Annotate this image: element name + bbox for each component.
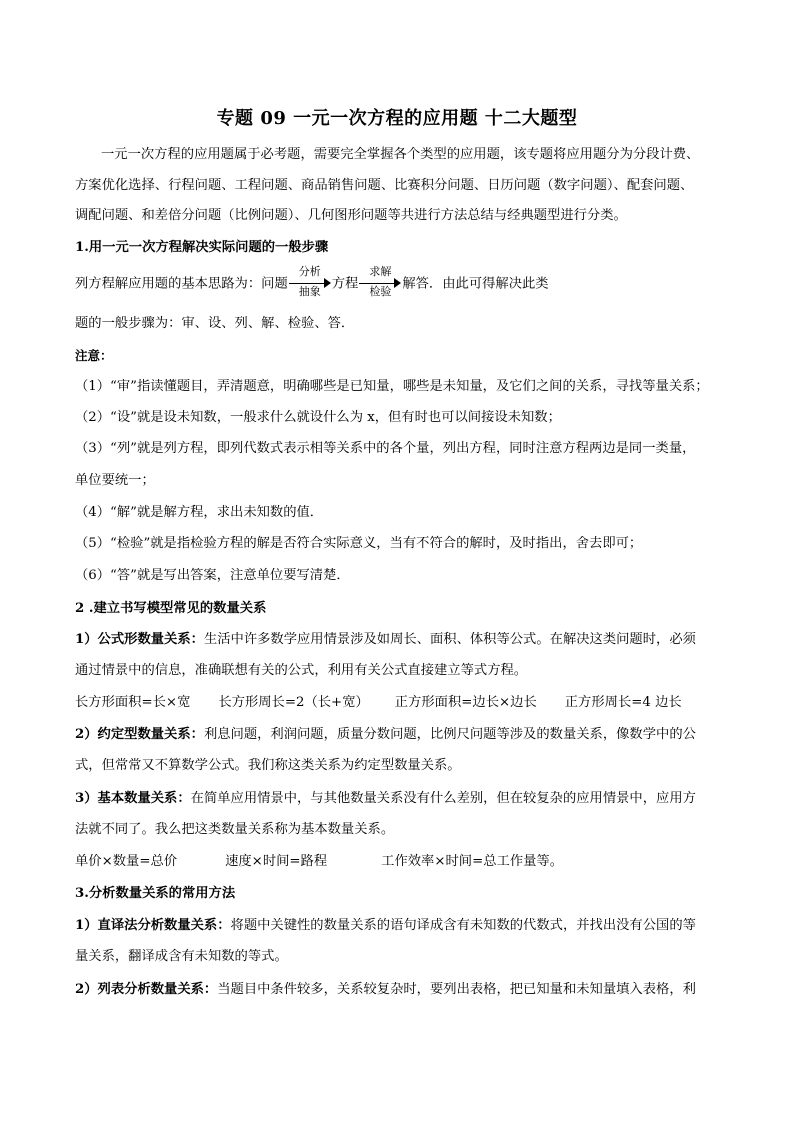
arrow-solve-bottom-label: 检验 [369,285,392,298]
flow-mid: 方程 [331,276,359,292]
flow-prefix: 列方程解应用题的基本思路为：问题 [75,276,288,292]
intro-line-2: 方案优化选择、行程问题、工程问题、商品销售问题、比赛积分问题、日历问题（数字问题）、配套问题、 [75,178,694,193]
page-title: 专题 09 一元一次方程的应用题 十二大题型 [216,108,578,129]
s3-p2-label: 2）列表分析数量关系： [75,982,218,997]
note-3-cont: 单位要统一； [75,473,155,488]
s2-p1-line-2: 通过情景中的信息，准确联想有关的公式，利用有关公式直接建立等式方程。 [75,663,528,678]
s3-p1-text: 将题中关键性的数量关系的语句译成含有未知数的代数式，并找出没有公国的等 [230,918,696,933]
section3-heading: 3.分析数量关系的常用方法 [75,886,236,901]
s3-p1-label: 1）直译法分析数量关系： [75,918,231,933]
s2-p2-label: 2）约定型数量关系： [75,727,204,742]
note-1: （1）“审”指读懂题目，弄清题意，明确哪些是已知量，哪些是未知量，及它们之间的关系，寻找等量关系； [75,379,709,394]
arrow-shaft [359,283,397,284]
s2-p1-text: 生活中许多数学应用情景涉及如周长、面积、体积等公式。在解决这类问题时，必须 [203,632,696,647]
basic-2: 速度×时间=路程 [225,854,328,869]
s3-p2-text: 当题目中条件较多，关系较复杂时，要列出表格，把已知量和未知量填入表格，利 [217,982,696,997]
arrow-solve-top-label: 求解 [369,265,392,278]
s2-p2-line-1 [75,726,696,744]
s2-p1-line-1 [75,631,696,649]
formula-3: 正方形面积=边长×边长 [394,695,537,710]
formula-2: 长方形周长=2（长+宽） [218,695,369,710]
note-label: 注意： [75,348,113,363]
section2-heading: 2 .建立书写模型常见的数量关系 [75,601,267,616]
note-3: （3）“列”就是列方程，即列代数式表示相等关系中的各个量，列出方程，同时注意方程两边是同一类量， [75,441,696,456]
s3-p2-line-1 [75,981,696,999]
s2-p2-text: 利息问题，利润问题，质量分数问题，比例尺问题等涉及的数量关系，像数学中的公 [203,727,696,742]
basic-relation-line [75,853,563,871]
arrow-shaft [289,283,327,284]
note-6: （6）“答”就是写出答案，注意单位要写清楚． [75,568,350,583]
s2-p1-label: 1）公式形数量关系： [75,632,204,647]
arrow-analyze [289,265,331,298]
note-5: （5）“检验”就是指检验方程的解是否符合实际意义，当有不符合的解时，及时指出，舍去即可； [75,536,643,551]
flow-suffix: 解答．由此可得解决此类 [402,276,549,292]
intro-line-3: 调配问题、和差倍分问题（比例问题）、几何图形问题等共进行方法总结与经典题型进行分类。 [75,208,627,223]
steps-line: 题的一般步骤为：审、设、列、解、检验、答． [75,316,355,331]
s3-p1-line-1 [75,917,696,935]
s3-p1-line-2: 量关系，翻译成含有未知数的等式。 [75,949,288,964]
basic-3: 工作效率×时间=总工作量等。 [381,854,564,869]
basic-1: 单价×数量=总价 [75,854,178,869]
section1-heading: 1.用一元一次方程解决实际问题的一般步骤 [75,240,329,255]
intro-line-1: 一元一次方程的应用题属于必考题，需要完全掌握各个类型的应用题，该专题将应用题分为分段计费、 [101,147,700,162]
note-4: （4）“解”就是解方程，求出未知数的值． [75,505,324,520]
note-2: （2）“设”就是设未知数，一般求什么就设什么为 x，但有时也可以间接设未知数； [75,410,561,425]
s2-p3-line-2: 法就不同了。我么把这类数量关系称为基本数量关系。 [75,822,395,837]
formula-line [75,694,682,712]
s2-p3-line-1 [75,790,696,808]
arrow-analyze-bottom-label: 抽象 [298,285,321,298]
s2-p3-label: 3）基本数量关系： [75,791,191,806]
s2-p3-text: 在简单应用情景中，与其他数量关系没有什么差别，但在较复杂的应用情景中，应用方 [190,791,696,806]
formula-1: 长方形面积=长×宽 [75,695,191,710]
formula-4: 正方形周长=4 边长 [564,695,682,710]
arrow-solve [359,265,401,298]
s2-p2-line-2: 式，但常常又不算数学公式。我们称这类关系为约定型数量关系。 [75,758,461,773]
flow-line [75,265,549,298]
arrow-analyze-top-label: 分析 [298,265,321,278]
